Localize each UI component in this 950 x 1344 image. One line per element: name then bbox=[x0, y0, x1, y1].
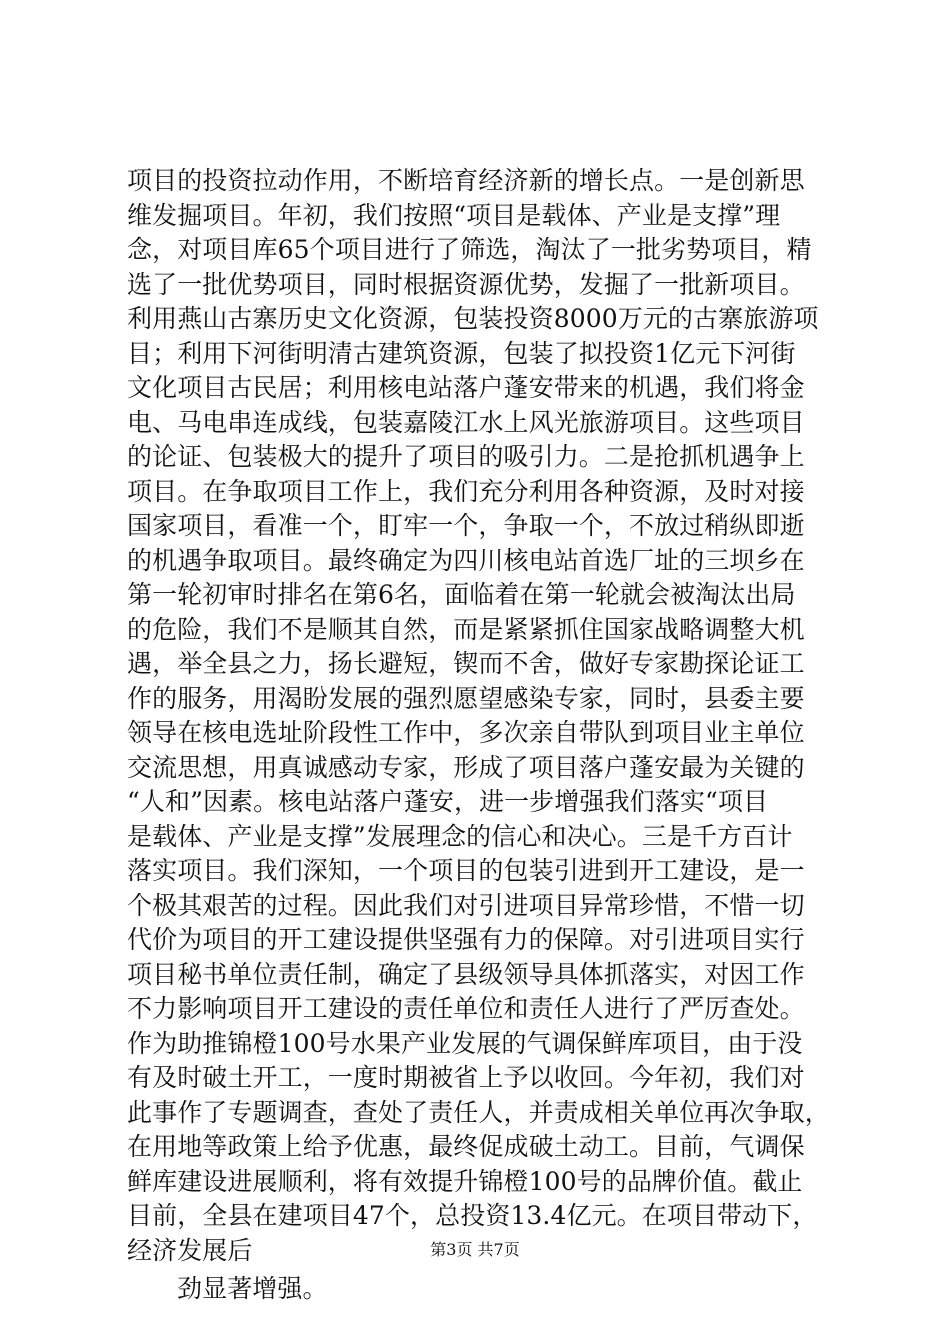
text-line: 交流思想，用真诚感动专家，形成了项目落户蓬安最为关键的 bbox=[127, 752, 805, 782]
text-line: 的论证、包装极大的提升了项目的吸引力。二是抢抓机遇争上 bbox=[127, 442, 805, 471]
text-line: 落实项目。我们深知，一个项目的包装引进到开工建设，是一 bbox=[127, 856, 805, 885]
text-line: 作的服务，用渴盼发展的强烈愿望感染专家，同时，县委主要 bbox=[127, 683, 805, 713]
text-line: 的危险，我们不是顺其自然，而是紧紧抓住国家战略调整大机 bbox=[127, 614, 805, 644]
text-line: 个极其艰苦的过程。因此我们对引进项目异常珍惜，不惜一切 bbox=[127, 890, 805, 920]
text-line: 此事作了专题调查，查处了责任人，并责成相关单位再次争取， bbox=[127, 1097, 830, 1127]
text-line: 是载体、产业是支撑”发展理念的信心和决心。三是千方百计 bbox=[127, 821, 793, 851]
text-line: 选了一批优势项目，同时根据资源优势，发掘了一批新项目。 bbox=[127, 269, 805, 299]
text-line: 文化项目古民居；利用核电站落户蓬安带来的机遇，我们将金 bbox=[127, 373, 805, 402]
text-line: 目；利用下河街明清古建筑资源，包装了拟投资1亿元下河街 bbox=[127, 338, 796, 368]
text-line: 项目的投资拉动作用，不断培育经济新的增长点。一是创新思 bbox=[127, 166, 805, 195]
text-line: 目前，全县在建项目47个，总投资13.4亿元。在项目带动下， bbox=[127, 1201, 818, 1230]
text-line: 遇，举全县之力，扬长避短，锲而不舍，做好专家勘探论证工 bbox=[127, 649, 805, 678]
text-line: 鲜库建设进展顺利，将有效提升锦橙100号的品牌价值。截止 bbox=[127, 1166, 803, 1196]
body-text bbox=[127, 164, 847, 1307]
text-line: 在用地等政策上给予优惠，最终促成破土动工。目前，气调保 bbox=[127, 1132, 805, 1161]
text-line: 利用燕山古寨历史文化资源，包装投资8000万元的古寨旅游项 bbox=[127, 304, 819, 333]
text-line: 项目秘书单位责任制，确定了县级领导具体抓落实，对因工作 bbox=[127, 959, 805, 989]
text-line: 领导在核电选址阶段性工作中，多次亲自带队到项目业主单位 bbox=[127, 718, 805, 747]
text-line: 电、马电串连成线，包装嘉陵江水上风光旅游项目。这些项目 bbox=[127, 407, 805, 437]
text-line: 第一轮初审时排名在第6名，面临着在第一轮就会被淘汰出局 bbox=[127, 580, 796, 609]
text-line: 有及时破土开工，一度时期被省上予以收回。今年初，我们对 bbox=[127, 1063, 805, 1092]
closing-line: 劲显著增强。 bbox=[177, 1274, 328, 1303]
text-line: 经济发展后 bbox=[127, 1235, 253, 1265]
text-line: 国家项目，看准一个，盯牢一个，争取一个，不放过稍纵即逝 bbox=[127, 511, 805, 540]
text-line: “人和”因素。核电站落户蓬安，进一步增强我们落实“项目 bbox=[127, 787, 769, 816]
text-line: 的机遇争取项目。最终确定为四川核电站首选厂址的三坝乡在 bbox=[127, 545, 805, 575]
text-line: 维发掘项目。年初，我们按照“项目是载体、产业是支撑”理 bbox=[127, 200, 781, 230]
text-line: 不力影响项目开工建设的责任单位和责任人进行了严厉查处。 bbox=[127, 994, 805, 1023]
text-line: 项目。在争取项目工作上，我们充分利用各种资源，及时对接 bbox=[127, 476, 805, 506]
text-line: 作为助推锦橙100号水果产业发展的气调保鲜库项目，由于没 bbox=[127, 1028, 803, 1058]
text-line: 代价为项目的开工建设提供坚强有力的保障。对引进项目实行 bbox=[127, 925, 805, 954]
page-footer: 第3页 共7页 bbox=[430, 1240, 520, 1259]
text-line: 念，对项目库65个项目进行了筛选，淘汰了一批劣势项目，精 bbox=[127, 235, 812, 264]
